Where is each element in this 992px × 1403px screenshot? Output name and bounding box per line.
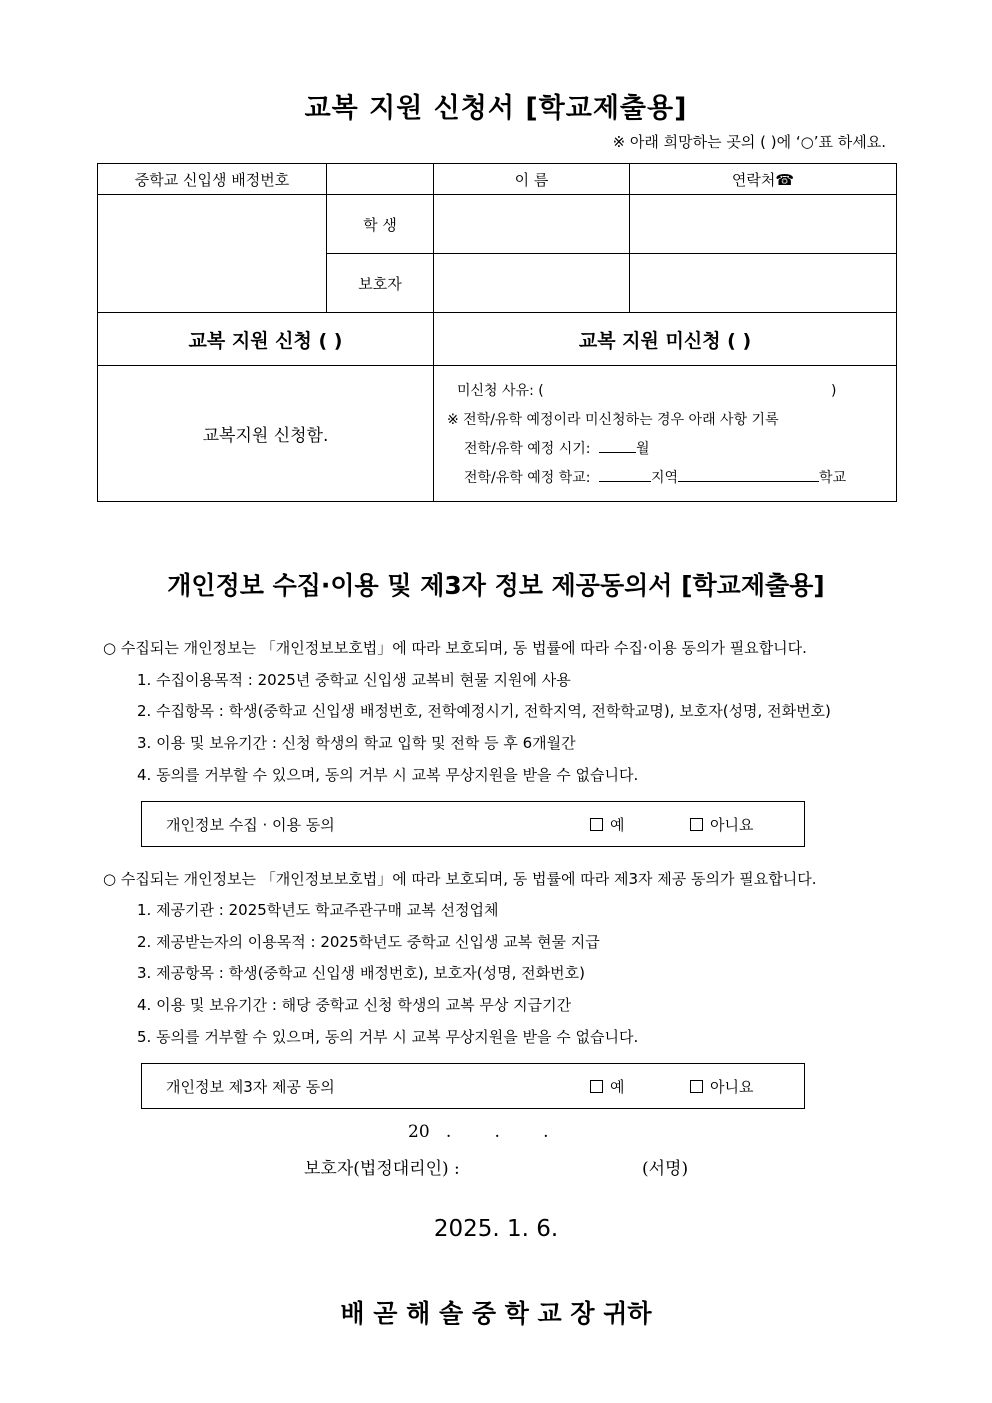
assign-no-header: 중학교 신입생 배정번호 <box>98 164 327 195</box>
transfer-time-unit: 월 <box>635 441 650 457</box>
yes-label: 예 <box>610 1078 625 1096</box>
yes-label: 예 <box>610 816 625 834</box>
sign-label: (서명) <box>642 1159 689 1179</box>
student-name-field[interactable] <box>434 195 630 254</box>
checkbox-icon[interactable] <box>590 1080 603 1093</box>
section1-item: 3. 이용 및 보유기간 : 신청 학생의 학교 입학 및 전학 등 후 6개월간 <box>137 734 576 752</box>
section2-item: 1. 제공기관 : 2025학년도 학교주관구매 교복 선정업체 <box>137 901 499 919</box>
transfer-school-blank[interactable] <box>678 467 819 482</box>
collection-no-option[interactable] <box>690 814 753 835</box>
school-unit: 학교 <box>819 470 847 486</box>
section2-item: 2. 제공받는자의 이용목적 : 2025학년도 중학교 신입생 교복 현물 지급 <box>137 933 600 951</box>
third-party-no-option[interactable] <box>690 1076 753 1097</box>
transfer-time-label: 전학/유학 예정 시기: <box>464 441 591 457</box>
checkbox-icon[interactable] <box>690 1080 703 1093</box>
name-header: 이 름 <box>434 164 630 195</box>
transfer-region-blank[interactable] <box>599 467 651 482</box>
collection-consent-label: 개인정보 수집 · 이용 동의 <box>166 816 335 834</box>
apply-checkbox-cell[interactable]: 교복 지원 신청 ( ) <box>98 313 434 366</box>
consent-box-collection <box>141 801 805 847</box>
guardian-contact-field[interactable] <box>630 254 897 313</box>
assign-no-field[interactable] <box>98 195 327 313</box>
transfer-time-blank[interactable] <box>599 438 636 453</box>
consent-box-third-party <box>141 1063 805 1109</box>
section1-item: 1. 수집이용목적 : 2025년 중학교 신입생 교복비 현물 지원에 사용 <box>137 671 571 689</box>
section1-item: 4. 동의를 거부할 수 있으며, 동의 거부 시 교복 무상지원을 받을 수 없습니다. <box>137 766 639 784</box>
transfer-note: ※ 전학/유학 예정이라 미신청하는 경우 아래 사항 기록 <box>447 412 779 428</box>
third-party-yes-option[interactable] <box>590 1076 625 1097</box>
no-label: 아니요 <box>710 1078 754 1096</box>
recipient: 배 곧 해 솔 중 학 교 장 귀하 <box>340 1299 652 1328</box>
reason-cell[interactable] <box>434 366 897 502</box>
student-contact-field[interactable] <box>630 195 897 254</box>
checkbox-icon[interactable] <box>690 818 703 831</box>
guardian-name-field[interactable] <box>434 254 630 313</box>
reason-label: 미신청 사유: ( <box>457 383 544 399</box>
region-unit: 지역 <box>650 470 679 486</box>
consent-title: 개인정보 수집·이용 및 제3자 정보 제공동의서 [학교제출용] <box>167 571 825 600</box>
student-label: 학 생 <box>327 195 434 254</box>
contact-header: 연락처☎ <box>630 164 897 195</box>
signature-date[interactable]: 20 . . . <box>408 1122 549 1142</box>
application-table <box>97 163 897 502</box>
section2-intro: ○ 수집되는 개인정보는 「개인정보보호법」에 따라 보호되며, 동 법률에 따라 제3자 제공 동의가 필요합니다. <box>103 870 817 888</box>
reason-close: ) <box>831 383 837 399</box>
apply-text: 교복지원 신청함. <box>98 366 434 502</box>
no-label: 아니요 <box>710 816 754 834</box>
empty-header-cell <box>327 164 434 195</box>
checkbox-icon[interactable] <box>590 818 603 831</box>
transfer-school-label: 전학/유학 예정 학교: <box>464 470 591 486</box>
collection-yes-option[interactable] <box>590 814 625 835</box>
section1-item: 2. 수집항목 : 학생(중학교 신입생 배정번호, 전학예정시기, 전학지역, 전학학교명), 보호자(성명, 전화번호) <box>137 702 831 720</box>
form-title: 교복 지원 신청서 [학교제출용] <box>304 93 688 124</box>
footer-date: 2025. 1. 6. <box>433 1216 559 1242</box>
guardian-label: 보호자(법정대리인) : <box>304 1159 460 1179</box>
section1-intro: ○ 수집되는 개인정보는 「개인정보보호법」에 따라 보호되며, 동 법률에 따라 수집·이용 동의가 필요합니다. <box>103 639 807 657</box>
third-party-consent-label: 개인정보 제3자 제공 동의 <box>166 1078 335 1096</box>
instruction-note: ※ 아래 희망하는 곳의 ( )에 ‘○’표 하세요. <box>612 133 886 151</box>
guardian-label: 보호자 <box>327 254 434 313</box>
not-apply-checkbox-cell[interactable]: 교복 지원 미신청 ( ) <box>434 313 897 366</box>
section2-item: 3. 제공항목 : 학생(중학교 신입생 배정번호), 보호자(성명, 전화번호) <box>137 964 585 982</box>
section2-item: 5. 동의를 거부할 수 있으며, 동의 거부 시 교복 무상지원을 받을 수 없습니다. <box>137 1028 639 1046</box>
section2-item: 4. 이용 및 보유기간 : 해당 중학교 신청 학생의 교복 무상 지급기간 <box>137 996 572 1014</box>
